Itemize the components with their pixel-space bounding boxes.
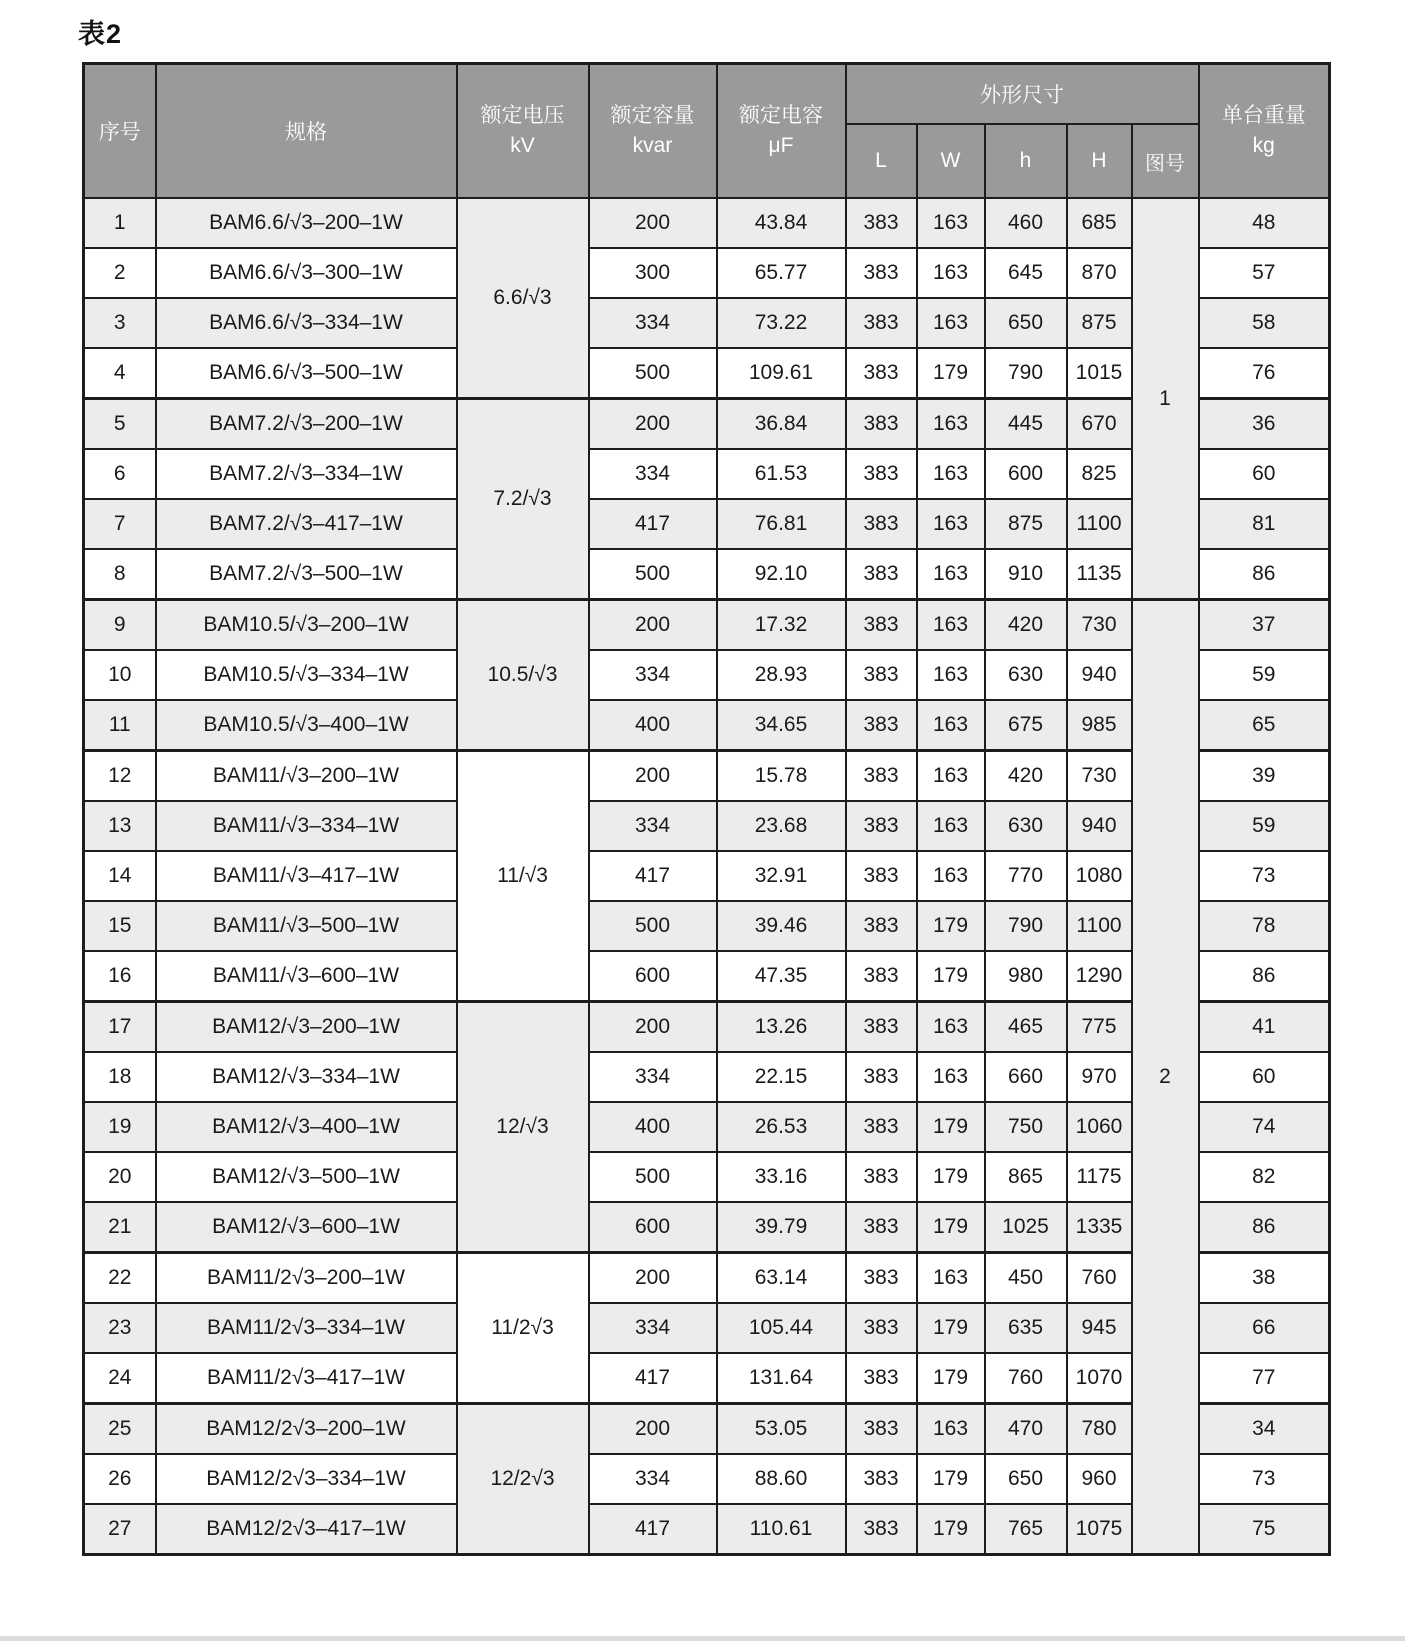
- cell-dim-W: 163: [917, 1052, 985, 1102]
- cell-spec: BAM12/√3–500–1W: [156, 1152, 457, 1202]
- cell-dim-W: 163: [917, 851, 985, 901]
- cell-dim-H: 1070: [1067, 1353, 1132, 1404]
- cell-dim-L: 383: [846, 1002, 917, 1053]
- table-row: [84, 600, 1330, 651]
- cell-rated-capacitance: 92.10: [717, 549, 846, 600]
- cell-dim-h: 790: [985, 348, 1067, 399]
- header-unit-weight-unit: kg: [1252, 134, 1275, 157]
- cell-dim-h: 675: [985, 700, 1067, 751]
- header-dim-h: h: [985, 124, 1067, 198]
- cell-dim-h: 630: [985, 650, 1067, 700]
- cell-dim-h: 980: [985, 951, 1067, 1002]
- cell-rated-capacitance: 28.93: [717, 650, 846, 700]
- cell-dim-h: 645: [985, 248, 1067, 298]
- header-rated-capacity-label: 额定容量: [610, 104, 695, 127]
- cell-dim-W: 163: [917, 1404, 985, 1455]
- cell-dim-W: 163: [917, 801, 985, 851]
- cell-rated-capacitance: 73.22: [717, 298, 846, 348]
- cell-seq: 26: [84, 1454, 156, 1504]
- cell-unit-weight: 66: [1199, 1303, 1330, 1353]
- cell-rated-capacity: 334: [589, 449, 717, 499]
- cell-seq: 18: [84, 1052, 156, 1102]
- cell-dim-h: 635: [985, 1303, 1067, 1353]
- cell-rated-capacitance: 76.81: [717, 499, 846, 549]
- cell-spec: BAM11/√3–334–1W: [156, 801, 457, 851]
- cell-spec: BAM7.2/√3–334–1W: [156, 449, 457, 499]
- header-rated-voltage: [457, 64, 589, 199]
- cell-dim-L: 383: [846, 1152, 917, 1202]
- cell-dim-h: 660: [985, 1052, 1067, 1102]
- cell-dim-L: 383: [846, 198, 917, 248]
- cell-unit-weight: 73: [1199, 851, 1330, 901]
- cell-unit-weight: 39: [1199, 751, 1330, 802]
- cell-unit-weight: 73: [1199, 1454, 1330, 1504]
- cell-dim-W: 179: [917, 1202, 985, 1253]
- cell-dim-W: 179: [917, 1102, 985, 1152]
- cell-unit-weight: 76: [1199, 348, 1330, 399]
- cell-rated-capacitance: 32.91: [717, 851, 846, 901]
- cell-unit-weight: 86: [1199, 1202, 1330, 1253]
- cell-dim-H: 1290: [1067, 951, 1132, 1002]
- cell-rated-capacity: 334: [589, 298, 717, 348]
- cell-rated-capacitance: 39.46: [717, 901, 846, 951]
- cell-rated-capacity: 417: [589, 499, 717, 549]
- cell-spec: BAM6.6/√3–334–1W: [156, 298, 457, 348]
- cell-dim-h: 650: [985, 298, 1067, 348]
- cell-seq: 12: [84, 751, 156, 802]
- cell-spec: BAM7.2/√3–500–1W: [156, 549, 457, 600]
- cell-rated-capacity: 334: [589, 1052, 717, 1102]
- cell-rated-capacitance: 65.77: [717, 248, 846, 298]
- cell-spec: BAM11/√3–200–1W: [156, 751, 457, 802]
- cell-rated-capacitance: 15.78: [717, 751, 846, 802]
- cell-dim-L: 383: [846, 399, 917, 450]
- cell-rated-capacity: 500: [589, 549, 717, 600]
- cell-spec: BAM11/2√3–417–1W: [156, 1353, 457, 1404]
- cell-spec: BAM11/2√3–200–1W: [156, 1253, 457, 1304]
- cell-dim-H: 1100: [1067, 499, 1132, 549]
- cell-rated-capacitance: 17.32: [717, 600, 846, 651]
- cell-seq: 23: [84, 1303, 156, 1353]
- cell-dim-H: 780: [1067, 1404, 1132, 1455]
- cell-dim-H: 1135: [1067, 549, 1132, 600]
- cell-spec: BAM12/√3–334–1W: [156, 1052, 457, 1102]
- cell-rated-voltage: 11/√3: [457, 751, 589, 1002]
- cell-seq: 6: [84, 449, 156, 499]
- cell-dim-h: 600: [985, 449, 1067, 499]
- cell-seq: 7: [84, 499, 156, 549]
- cell-unit-weight: 81: [1199, 499, 1330, 549]
- cell-dim-W: 163: [917, 499, 985, 549]
- cell-dim-h: 465: [985, 1002, 1067, 1053]
- cell-dim-H: 1100: [1067, 901, 1132, 951]
- cell-rated-capacity: 334: [589, 1454, 717, 1504]
- page-bottom-edge: [0, 1636, 1405, 1641]
- cell-unit-weight: 38: [1199, 1253, 1330, 1304]
- cell-rated-capacitance: 43.84: [717, 198, 846, 248]
- cell-rated-voltage: 12/√3: [457, 1002, 589, 1253]
- cell-unit-weight: 60: [1199, 449, 1330, 499]
- cell-unit-weight: 37: [1199, 600, 1330, 651]
- cell-unit-weight: 74: [1199, 1102, 1330, 1152]
- cell-dim-L: 383: [846, 901, 917, 951]
- cell-rated-voltage: 6.6/√3: [457, 198, 589, 399]
- cell-unit-weight: 86: [1199, 549, 1330, 600]
- cell-seq: 10: [84, 650, 156, 700]
- cell-dim-L: 383: [846, 801, 917, 851]
- cell-dim-L: 383: [846, 1454, 917, 1504]
- header-dim-L: L: [846, 124, 917, 198]
- cell-dim-L: 383: [846, 298, 917, 348]
- cell-dim-L: 383: [846, 1102, 917, 1152]
- cell-rated-capacitance: 53.05: [717, 1404, 846, 1455]
- cell-dim-L: 383: [846, 1253, 917, 1304]
- header-unit-weight: [1199, 64, 1330, 199]
- cell-rated-capacitance: 39.79: [717, 1202, 846, 1253]
- cell-rated-capacity: 500: [589, 348, 717, 399]
- cell-dim-h: 460: [985, 198, 1067, 248]
- cell-dim-H: 730: [1067, 600, 1132, 651]
- cell-dim-h: 790: [985, 901, 1067, 951]
- cell-dim-H: 730: [1067, 751, 1132, 802]
- cell-dim-L: 383: [846, 951, 917, 1002]
- cell-dim-W: 163: [917, 449, 985, 499]
- cell-spec: BAM12/2√3–417–1W: [156, 1504, 457, 1555]
- cell-spec: BAM7.2/√3–417–1W: [156, 499, 457, 549]
- cell-dim-h: 910: [985, 549, 1067, 600]
- cell-spec: BAM7.2/√3–200–1W: [156, 399, 457, 450]
- cell-figure-number: 2: [1132, 600, 1199, 1555]
- cell-seq: 9: [84, 600, 156, 651]
- cell-dim-H: 1175: [1067, 1152, 1132, 1202]
- cell-rated-capacitance: 110.61: [717, 1504, 846, 1555]
- cell-dim-W: 163: [917, 650, 985, 700]
- cell-seq: 21: [84, 1202, 156, 1253]
- cell-rated-capacity: 334: [589, 650, 717, 700]
- cell-dim-H: 960: [1067, 1454, 1132, 1504]
- cell-dim-W: 163: [917, 600, 985, 651]
- cell-dim-W: 163: [917, 399, 985, 450]
- cell-seq: 15: [84, 901, 156, 951]
- cell-dim-h: 760: [985, 1353, 1067, 1404]
- cell-seq: 4: [84, 348, 156, 399]
- cell-dim-h: 420: [985, 751, 1067, 802]
- cell-spec: BAM11/√3–600–1W: [156, 951, 457, 1002]
- cell-seq: 20: [84, 1152, 156, 1202]
- cell-dim-L: 383: [846, 751, 917, 802]
- cell-rated-voltage: 11/2√3: [457, 1253, 589, 1404]
- cell-unit-weight: 59: [1199, 801, 1330, 851]
- header-rated-capacitance: [717, 64, 846, 199]
- cell-dim-W: 179: [917, 1454, 985, 1504]
- table-row: [84, 198, 1330, 248]
- cell-spec: BAM11/√3–417–1W: [156, 851, 457, 901]
- cell-rated-capacitance: 47.35: [717, 951, 846, 1002]
- cell-dim-H: 985: [1067, 700, 1132, 751]
- header-unit-weight-label: 单台重量: [1221, 104, 1306, 127]
- cell-dim-h: 470: [985, 1404, 1067, 1455]
- cell-unit-weight: 77: [1199, 1353, 1330, 1404]
- cell-dim-H: 945: [1067, 1303, 1132, 1353]
- cell-figure-number: 1: [1132, 198, 1199, 600]
- cell-dim-H: 940: [1067, 801, 1132, 851]
- cell-unit-weight: 78: [1199, 901, 1330, 951]
- header-rated-voltage-unit: kV: [510, 134, 535, 157]
- cell-dim-H: 1080: [1067, 851, 1132, 901]
- header-dim-H: H: [1067, 124, 1132, 198]
- header-rated-capacitance-unit: μF: [768, 134, 794, 157]
- cell-seq: 17: [84, 1002, 156, 1053]
- cell-seq: 1: [84, 198, 156, 248]
- cell-unit-weight: 58: [1199, 298, 1330, 348]
- cell-dim-L: 383: [846, 600, 917, 651]
- cell-dim-L: 383: [846, 851, 917, 901]
- cell-spec: BAM10.5/√3–334–1W: [156, 650, 457, 700]
- cell-spec: BAM11/2√3–334–1W: [156, 1303, 457, 1353]
- cell-seq: 16: [84, 951, 156, 1002]
- cell-dim-L: 383: [846, 348, 917, 399]
- cell-rated-voltage: 10.5/√3: [457, 600, 589, 751]
- cell-dim-W: 163: [917, 198, 985, 248]
- cell-unit-weight: 82: [1199, 1152, 1330, 1202]
- cell-dim-H: 775: [1067, 1002, 1132, 1053]
- cell-unit-weight: 60: [1199, 1052, 1330, 1102]
- cell-seq: 19: [84, 1102, 156, 1152]
- cell-rated-capacity: 200: [589, 1002, 717, 1053]
- cell-spec: BAM10.5/√3–400–1W: [156, 700, 457, 751]
- cell-dim-h: 630: [985, 801, 1067, 851]
- header-rated-capacity-unit: kvar: [632, 134, 673, 157]
- page-title: 表2: [78, 19, 123, 49]
- cell-spec: BAM11/√3–500–1W: [156, 901, 457, 951]
- header-dim-W: W: [917, 124, 985, 198]
- cell-rated-capacitance: 131.64: [717, 1353, 846, 1404]
- cell-rated-capacity: 417: [589, 851, 717, 901]
- cell-dim-H: 1060: [1067, 1102, 1132, 1152]
- cell-rated-voltage: 7.2/√3: [457, 399, 589, 600]
- cell-rated-capacity: 500: [589, 901, 717, 951]
- cell-dim-H: 760: [1067, 1253, 1132, 1304]
- cell-spec: BAM12/√3–200–1W: [156, 1002, 457, 1053]
- cell-dim-L: 383: [846, 700, 917, 751]
- cell-seq: 5: [84, 399, 156, 450]
- cell-dim-h: 865: [985, 1152, 1067, 1202]
- cell-rated-capacitance: 26.53: [717, 1102, 846, 1152]
- cell-dim-W: 179: [917, 951, 985, 1002]
- cell-dim-W: 163: [917, 751, 985, 802]
- cell-dim-H: 970: [1067, 1052, 1132, 1102]
- cell-dim-W: 163: [917, 248, 985, 298]
- cell-unit-weight: 57: [1199, 248, 1330, 298]
- cell-unit-weight: 59: [1199, 650, 1330, 700]
- cell-rated-capacity: 200: [589, 600, 717, 651]
- cell-rated-capacity: 200: [589, 399, 717, 450]
- cell-rated-capacitance: 63.14: [717, 1253, 846, 1304]
- cell-dim-H: 1075: [1067, 1504, 1132, 1555]
- cell-rated-capacity: 400: [589, 700, 717, 751]
- cell-seq: 22: [84, 1253, 156, 1304]
- table-header: [84, 64, 1330, 199]
- cell-dim-L: 383: [846, 1303, 917, 1353]
- header-figure-number: 图号: [1132, 124, 1199, 198]
- header-spec: 规格: [156, 64, 457, 199]
- cell-dim-W: 179: [917, 1504, 985, 1555]
- cell-dim-W: 163: [917, 298, 985, 348]
- cell-dim-h: 875: [985, 499, 1067, 549]
- cell-spec: BAM12/√3–400–1W: [156, 1102, 457, 1152]
- cell-rated-capacity: 200: [589, 1404, 717, 1455]
- cell-dim-W: 163: [917, 1253, 985, 1304]
- cell-dim-L: 383: [846, 650, 917, 700]
- cell-dim-H: 1335: [1067, 1202, 1132, 1253]
- cell-rated-capacity: 334: [589, 1303, 717, 1353]
- cell-dim-L: 383: [846, 248, 917, 298]
- cell-dim-h: 750: [985, 1102, 1067, 1152]
- cell-rated-capacitance: 61.53: [717, 449, 846, 499]
- cell-dim-L: 383: [846, 1202, 917, 1253]
- cell-rated-capacitance: 105.44: [717, 1303, 846, 1353]
- cell-dim-W: 163: [917, 700, 985, 751]
- cell-rated-capacity: 300: [589, 248, 717, 298]
- cell-dim-W: 163: [917, 1002, 985, 1053]
- cell-dim-H: 685: [1067, 198, 1132, 248]
- cell-seq: 14: [84, 851, 156, 901]
- cell-seq: 27: [84, 1504, 156, 1555]
- cell-spec: BAM12/√3–600–1W: [156, 1202, 457, 1253]
- cell-spec: BAM6.6/√3–200–1W: [156, 198, 457, 248]
- cell-dim-W: 179: [917, 348, 985, 399]
- cell-unit-weight: 36: [1199, 399, 1330, 450]
- cell-spec: BAM6.6/√3–500–1W: [156, 348, 457, 399]
- spec-table: [82, 62, 1331, 1556]
- cell-seq: 2: [84, 248, 156, 298]
- cell-dim-W: 179: [917, 901, 985, 951]
- cell-dim-L: 383: [846, 1404, 917, 1455]
- cell-rated-capacitance: 23.68: [717, 801, 846, 851]
- cell-rated-capacitance: 22.15: [717, 1052, 846, 1102]
- cell-rated-capacitance: 33.16: [717, 1152, 846, 1202]
- cell-dim-H: 870: [1067, 248, 1132, 298]
- cell-unit-weight: 75: [1199, 1504, 1330, 1555]
- cell-dim-W: 179: [917, 1303, 985, 1353]
- header-rated-capacity: [589, 64, 717, 199]
- cell-dim-h: 650: [985, 1454, 1067, 1504]
- header-rated-voltage-label: 额定电压: [480, 104, 565, 127]
- header-rated-capacitance-label: 额定电容: [739, 104, 823, 127]
- cell-dim-L: 383: [846, 449, 917, 499]
- header-dimensions-group: 外形尺寸: [846, 64, 1199, 125]
- cell-rated-capacitance: 13.26: [717, 1002, 846, 1053]
- cell-spec: BAM12/2√3–334–1W: [156, 1454, 457, 1504]
- cell-dim-L: 383: [846, 1052, 917, 1102]
- cell-dim-L: 383: [846, 1504, 917, 1555]
- cell-dim-L: 383: [846, 499, 917, 549]
- cell-dim-h: 420: [985, 600, 1067, 651]
- cell-dim-h: 1025: [985, 1202, 1067, 1253]
- cell-dim-H: 875: [1067, 298, 1132, 348]
- cell-dim-L: 383: [846, 549, 917, 600]
- cell-seq: 25: [84, 1404, 156, 1455]
- cell-rated-capacity: 417: [589, 1353, 717, 1404]
- cell-rated-voltage: 12/2√3: [457, 1404, 589, 1555]
- cell-spec: BAM12/2√3–200–1W: [156, 1404, 457, 1455]
- cell-rated-capacity: 500: [589, 1152, 717, 1202]
- cell-rated-capacity: 600: [589, 951, 717, 1002]
- cell-rated-capacity: 200: [589, 198, 717, 248]
- cell-spec: BAM6.6/√3–300–1W: [156, 248, 457, 298]
- cell-rated-capacity: 200: [589, 751, 717, 802]
- cell-seq: 13: [84, 801, 156, 851]
- cell-dim-h: 770: [985, 851, 1067, 901]
- cell-dim-h: 765: [985, 1504, 1067, 1555]
- cell-seq: 3: [84, 298, 156, 348]
- cell-dim-L: 383: [846, 1353, 917, 1404]
- cell-dim-h: 450: [985, 1253, 1067, 1304]
- cell-seq: 24: [84, 1353, 156, 1404]
- cell-rated-capacity: 334: [589, 801, 717, 851]
- table-body: [84, 198, 1330, 1555]
- cell-rated-capacitance: 109.61: [717, 348, 846, 399]
- cell-unit-weight: 41: [1199, 1002, 1330, 1053]
- cell-dim-H: 670: [1067, 399, 1132, 450]
- cell-dim-H: 940: [1067, 650, 1132, 700]
- cell-unit-weight: 65: [1199, 700, 1330, 751]
- header-seq: 序号: [84, 64, 156, 199]
- cell-dim-W: 163: [917, 549, 985, 600]
- cell-dim-h: 445: [985, 399, 1067, 450]
- cell-dim-W: 179: [917, 1152, 985, 1202]
- cell-rated-capacitance: 36.84: [717, 399, 846, 450]
- cell-dim-H: 1015: [1067, 348, 1132, 399]
- cell-rated-capacitance: 34.65: [717, 700, 846, 751]
- cell-dim-H: 825: [1067, 449, 1132, 499]
- cell-seq: 8: [84, 549, 156, 600]
- cell-unit-weight: 86: [1199, 951, 1330, 1002]
- cell-seq: 11: [84, 700, 156, 751]
- cell-rated-capacity: 417: [589, 1504, 717, 1555]
- cell-spec: BAM10.5/√3–200–1W: [156, 600, 457, 651]
- cell-rated-capacitance: 88.60: [717, 1454, 846, 1504]
- cell-rated-capacity: 400: [589, 1102, 717, 1152]
- cell-rated-capacity: 600: [589, 1202, 717, 1253]
- cell-unit-weight: 34: [1199, 1404, 1330, 1455]
- cell-unit-weight: 48: [1199, 198, 1330, 248]
- cell-dim-W: 179: [917, 1353, 985, 1404]
- cell-rated-capacity: 200: [589, 1253, 717, 1304]
